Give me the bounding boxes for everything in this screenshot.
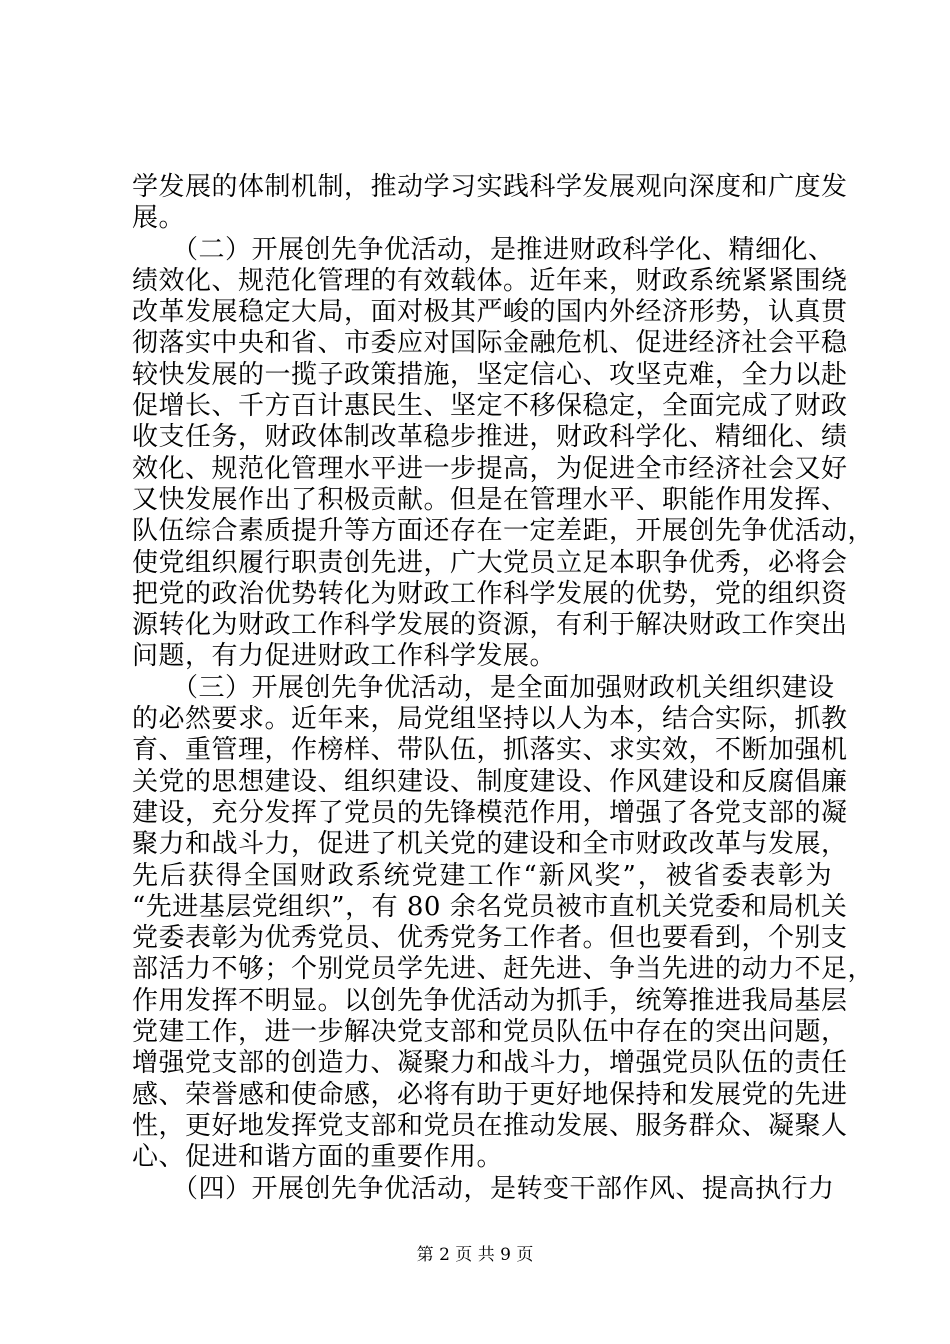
text-line: 学发展的体制机制，推动学习实践科学发展观向深度和广度发 bbox=[132, 172, 848, 202]
text-line: 又快发展作出了积极贡献。但是在管理水平、职能作用发挥、 bbox=[132, 484, 848, 515]
text-line: 队伍综合素质提升等方面还存在一定差距，开展创先争优活动， bbox=[132, 516, 875, 547]
text-line: “先进基层党组织”，有 80 余名党员被市直机关党委和局机关 bbox=[132, 891, 848, 922]
page-footer: 第 2 页 共 9 页 bbox=[416, 1245, 534, 1265]
text-line: 作用发挥不明显。以创先争优活动为抓手，统筹推进我局基层 bbox=[132, 985, 848, 1016]
text-line: 效化、规范化管理水平进一步提高，为促进全市经济社会又好 bbox=[132, 453, 848, 484]
text-line: （四）开展创先争优活动，是转变干部作风、提高执行力 bbox=[132, 1173, 835, 1204]
text-line: （二）开展创先争优活动，是推进财政科学化、精细化、 bbox=[132, 234, 835, 265]
text-line: 育、重管理，作榜样、带队伍，抓落实、求实效，不断加强机 bbox=[132, 735, 848, 766]
text-line: 改革发展稳定大局，面对极其严峻的国内外经济形势，认真贯 bbox=[132, 297, 848, 328]
text-line: 先后获得全国财政系统党建工作“新风奖”，被省委表彰为 bbox=[132, 860, 832, 891]
text-line: 把党的政治优势转化为财政工作科学发展的优势，党的组织资 bbox=[132, 578, 848, 609]
text-line: 源转化为财政工作科学发展的资源，有利于解决财政工作突出 bbox=[132, 610, 848, 641]
text-line: 绩效化、规范化管理的有效载体。近年来，财政系统紧紧围绕 bbox=[132, 265, 848, 296]
text-line: 部活力不够；个别党员学先进、赶先进、争当先进的动力不足， bbox=[132, 954, 875, 985]
text-line: 性，更好地发挥党支部和党员在推动发展、服务群众、凝聚人 bbox=[132, 1110, 848, 1141]
text-line: 使党组织履行职责创先进，广大党员立足本职争优秀，必将会 bbox=[132, 547, 848, 578]
text-line: 建设，充分发挥了党员的先锋模范作用，增强了各党支部的凝 bbox=[132, 797, 848, 828]
text-line: 党委表彰为优秀党员、优秀党务工作者。但也要看到，个别支 bbox=[132, 923, 848, 954]
text-line: 较快发展的一揽子政策措施，坚定信心、攻坚克难，全力以赴 bbox=[132, 359, 848, 390]
text-line: 心、促进和谐方面的重要作用。 bbox=[132, 1142, 504, 1173]
text-line: 的必然要求。近年来，局党组坚持以人为本，结合实际，抓教 bbox=[132, 704, 848, 735]
text-line: 感、荣誉感和使命感，必将有助于更好地保持和发展党的先进 bbox=[132, 1079, 848, 1110]
text-line: 党建工作，进一步解决党支部和党员队伍中存在的突出问题， bbox=[132, 1017, 848, 1048]
text-line: 促增长、千方百计惠民生、坚定不移保稳定，全面完成了财政 bbox=[132, 391, 848, 422]
text-line: 增强党支部的创造力、凝聚力和战斗力，增强党员队伍的责任 bbox=[132, 1048, 848, 1079]
text-line: （三）开展创先争优活动，是全面加强财政机关组织建设 bbox=[132, 672, 835, 703]
text-line: 问题，有力促进财政工作科学发展。 bbox=[132, 641, 557, 672]
document-body bbox=[132, 172, 875, 1205]
text-line: 聚力和战斗力，促进了机关党的建设和全市财政改革与发展， bbox=[132, 829, 848, 860]
text-line: 展。 bbox=[132, 203, 186, 234]
text-line: 彻落实中央和省、市委应对国际金融危机、促进经济社会平稳 bbox=[132, 328, 848, 359]
text-line: 关党的思想建设、组织建设、制度建设、作风建设和反腐倡廉 bbox=[132, 766, 848, 797]
text-line: 收支任务，财政体制改革稳步推进，财政科学化、精细化、绩 bbox=[132, 422, 848, 453]
